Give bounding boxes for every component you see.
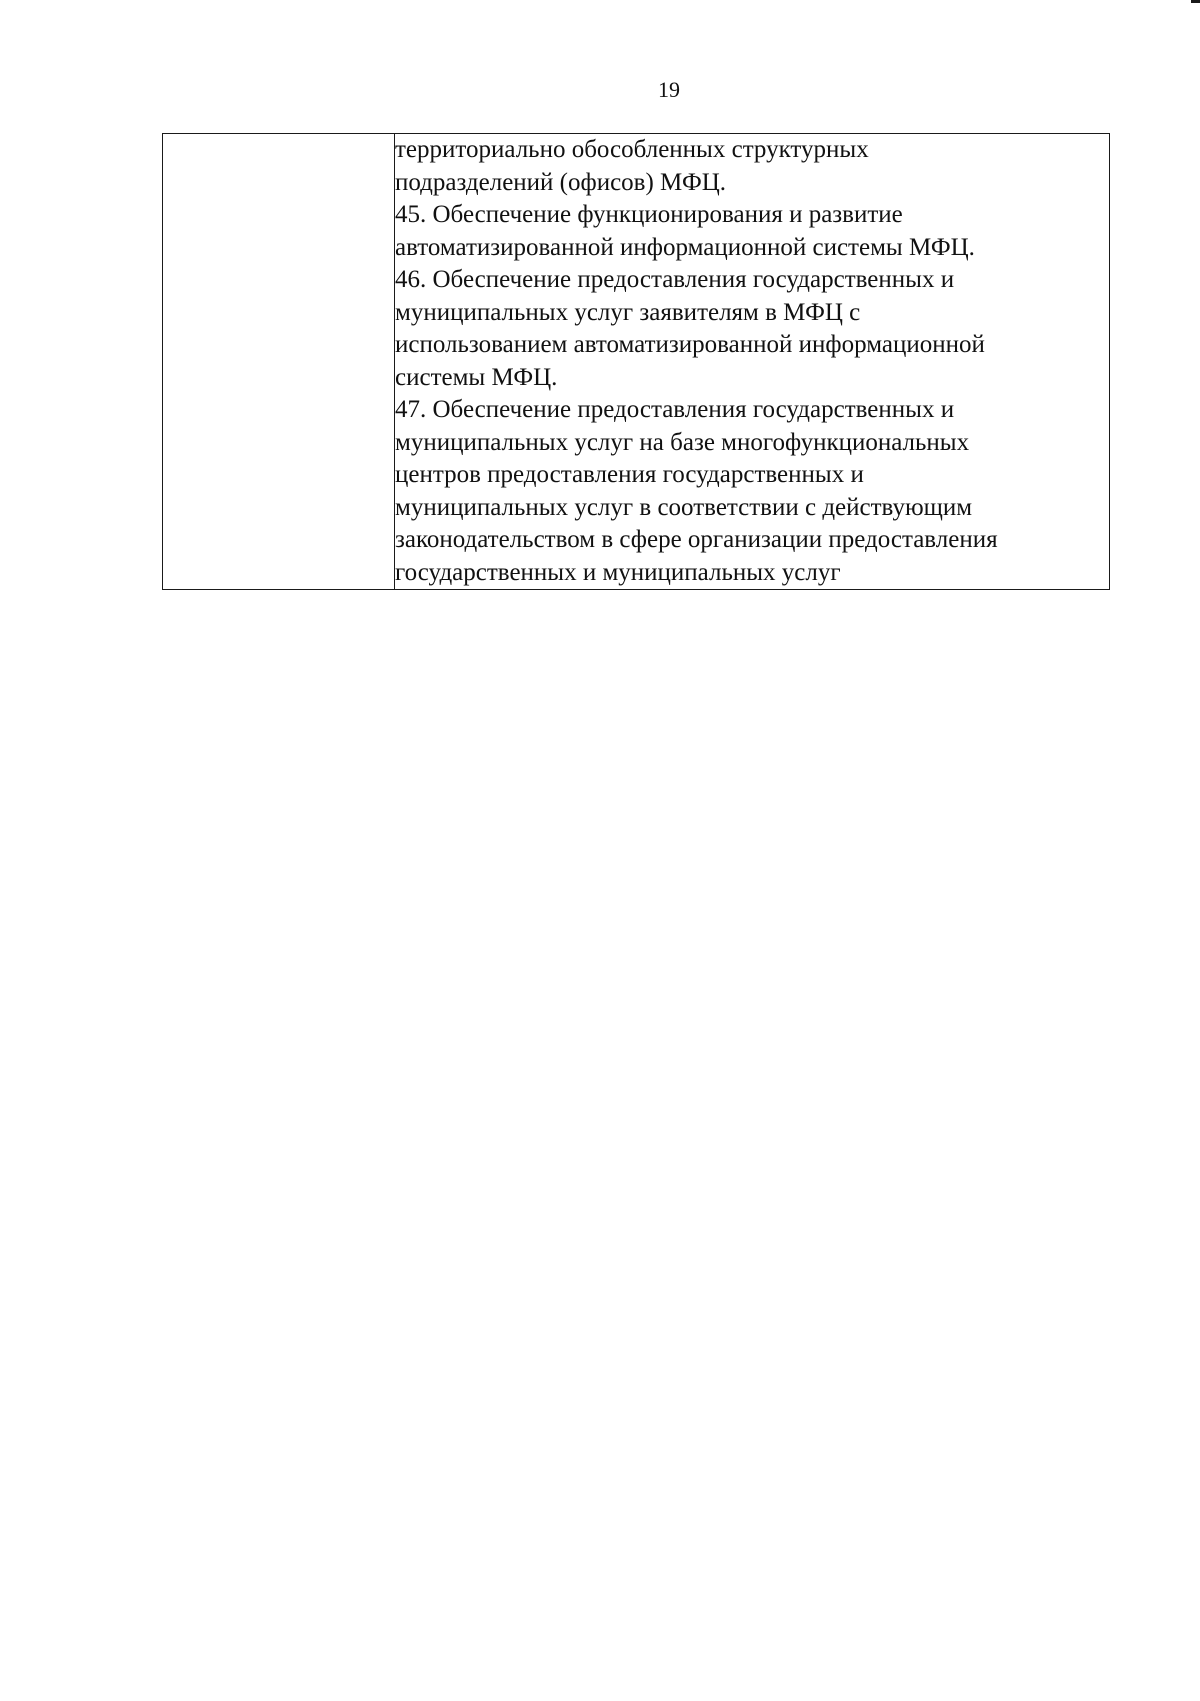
- text-line: 45. Обеспечение функционирования и развитие: [395, 201, 903, 228]
- text-line: 47. Обеспечение предоставления государственных и: [395, 396, 955, 423]
- text-line: государственных и муниципальных услуг: [395, 558, 841, 586]
- text-line: муниципальных услуг заявителям в МФЦ с: [395, 298, 861, 326]
- text-line: муниципальных услуг на базе многофункциональных: [395, 428, 970, 456]
- table-cell-right: [395, 134, 1110, 590]
- table-row: [163, 134, 1110, 590]
- text-line: системы МФЦ.: [395, 363, 558, 391]
- page-number: 19: [658, 77, 680, 102]
- table-cell-left: [163, 134, 395, 590]
- text-line: 46. Обеспечение предоставления государственных и: [395, 266, 955, 293]
- text-line: законодательством в сфере организации предоставления: [395, 526, 998, 553]
- text-line: муниципальных услуг в соответствии с действующим: [395, 493, 973, 521]
- text-line: использованием автоматизированной информационной: [395, 331, 985, 358]
- text-line: центров предоставления государственных и: [395, 461, 864, 488]
- content-table: [162, 133, 1110, 590]
- text-line: подразделений (офисов) МФЦ.: [395, 168, 727, 196]
- text-line: территориально обособленных структурных: [395, 136, 869, 163]
- text-line: автоматизированной информационной системы МФЦ.: [395, 233, 975, 261]
- scan-edge-mark: [1191, 0, 1200, 3]
